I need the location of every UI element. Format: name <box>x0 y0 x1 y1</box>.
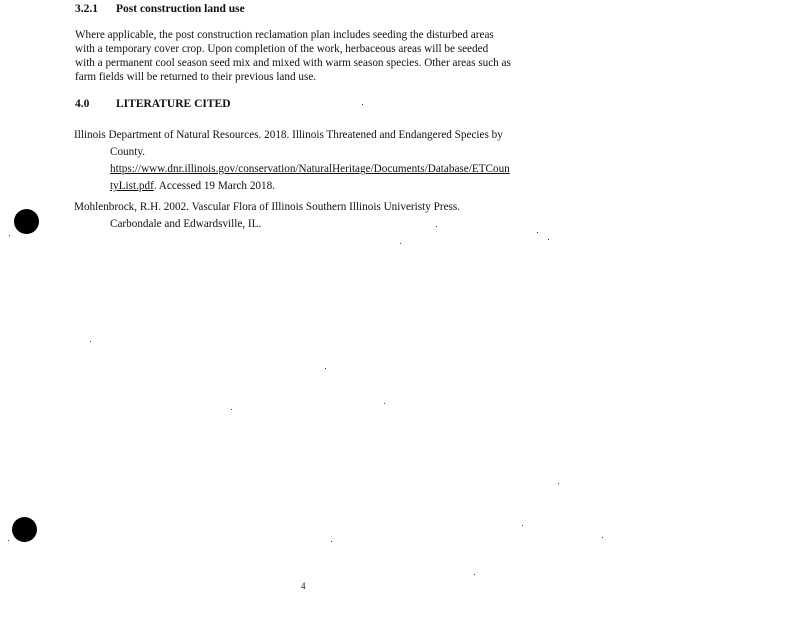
scan-speck <box>436 226 437 227</box>
scan-speck <box>537 232 538 233</box>
paragraph-line: farm fields will be returned to their previous land use. <box>75 71 317 83</box>
paragraph-line: with a temporary cover crop. Upon completion of the work, herbaceous areas will be seeded <box>75 43 489 55</box>
section-title: LITERATURE CITED <box>116 98 231 110</box>
reference-url[interactable]: tyList.pdf <box>110 180 154 192</box>
section-number: 4.0 <box>75 98 90 110</box>
scan-speck <box>522 525 523 526</box>
reference-line: Mohlenbrock, R.H. 2002. Vascular Flora of Illinois Southern Illinois Univeristy Press. <box>74 201 461 213</box>
reference-entry <box>74 127 510 195</box>
scan-speck <box>331 541 332 542</box>
reference-entry <box>74 199 460 233</box>
scan-speck <box>231 409 232 410</box>
scan-speck <box>400 243 401 244</box>
paragraph-line: Where applicable, the post construction reclamation plan includes seeding the disturbed areas <box>75 29 494 41</box>
reference-url-line <box>74 178 510 195</box>
scan-speck <box>548 239 549 240</box>
scan-speck <box>474 574 475 575</box>
section-number: 3.2.1 <box>75 3 98 15</box>
scan-speck <box>602 537 603 538</box>
scan-speck <box>558 483 559 484</box>
scan-speck <box>384 403 385 404</box>
paragraph-line: with a permanent cool season seed mix and mixed with warm season species. Other areas such as <box>75 57 511 69</box>
section-title: Post construction land use <box>116 3 245 15</box>
reference-line: County. <box>110 146 146 158</box>
reference-line: Carbondale and Edwardsville, IL. <box>110 218 262 230</box>
reference-line: Illinois Department of Natural Resources. 2018. Illinois Threatened and Endangered Species by <box>74 129 503 141</box>
reference-url[interactable]: https://www.dnr.illinois.gov/conservation/NaturalHeritage/Documents/Database/ETCoun <box>110 163 510 175</box>
scan-speck <box>9 235 10 236</box>
accessed-date: . Accessed 19 March 2018. <box>153 180 275 192</box>
page-number: 4 <box>301 581 306 591</box>
scan-speck <box>8 540 9 541</box>
land-use-paragraph <box>75 28 511 84</box>
scan-speck <box>325 368 326 369</box>
scan-speck <box>90 341 91 342</box>
punch-hole <box>14 209 39 234</box>
scan-speck <box>362 104 363 105</box>
punch-hole <box>12 517 37 542</box>
reference-url-line <box>74 161 510 178</box>
